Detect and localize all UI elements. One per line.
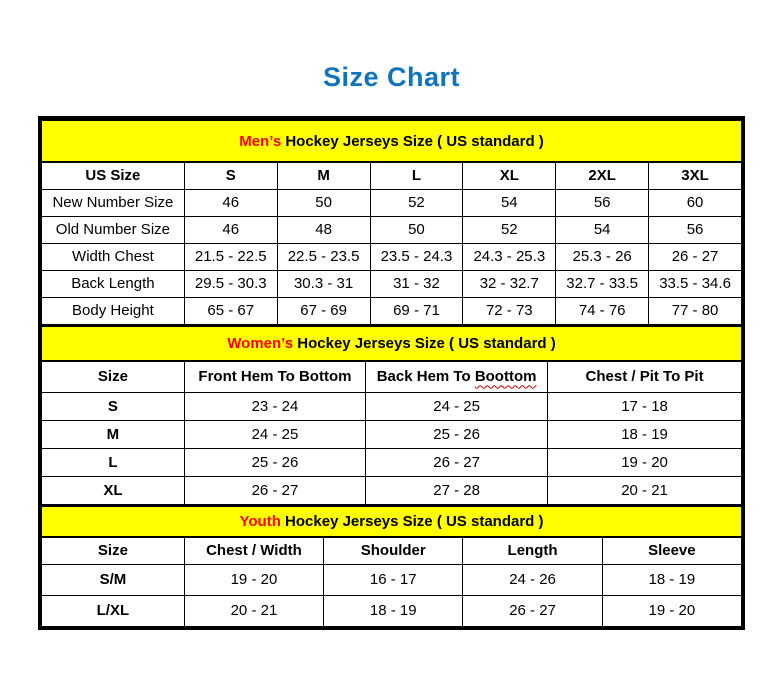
data-cell: 24 - 25 xyxy=(366,393,548,421)
row-label: M xyxy=(42,421,185,449)
data-cell: 19 - 20 xyxy=(548,449,742,477)
data-cell: 60 xyxy=(649,189,742,216)
data-cell: 29.5 - 30.3 xyxy=(184,270,277,297)
column-header: 2XL xyxy=(556,162,649,189)
youth-size-table xyxy=(41,505,742,627)
column-header: Chest / Pit To Pit xyxy=(548,361,742,393)
section-title-highlight: Women’s xyxy=(227,334,294,352)
section-title-text: Hockey Jerseys Size ( US standard ) xyxy=(293,334,556,352)
data-cell: 25 - 26 xyxy=(184,449,365,477)
column-header: Chest / Width xyxy=(184,537,323,564)
column-header: Front Hem To Bottom xyxy=(184,361,365,393)
table-row xyxy=(42,216,742,243)
table-row xyxy=(42,449,742,477)
column-header: XL xyxy=(463,162,556,189)
data-cell: 23 - 24 xyxy=(184,393,365,421)
section-title-text: Hockey Jerseys Size ( US standard ) xyxy=(280,513,544,530)
data-cell: 18 - 19 xyxy=(324,595,463,626)
column-header: L xyxy=(370,162,463,189)
size-chart xyxy=(38,116,745,630)
data-cell: 46 xyxy=(184,189,277,216)
row-label: Old Number Size xyxy=(42,216,185,243)
data-cell: 23.5 - 24.3 xyxy=(370,243,463,270)
data-cell: 52 xyxy=(370,189,463,216)
data-cell: 33.5 - 34.6 xyxy=(649,270,742,297)
data-cell: 30.3 - 31 xyxy=(277,270,370,297)
data-cell: 18 - 19 xyxy=(548,421,742,449)
table-row xyxy=(42,243,742,270)
table-row xyxy=(42,477,742,505)
column-header-text: Back Hem To xyxy=(376,368,475,386)
data-cell: 52 xyxy=(463,216,556,243)
data-cell: 32.7 - 33.5 xyxy=(556,270,649,297)
data-cell: 27 - 28 xyxy=(366,477,548,505)
table-row xyxy=(42,297,742,324)
data-cell: 20 - 21 xyxy=(184,595,323,626)
data-cell: 19 - 20 xyxy=(602,595,741,626)
data-cell: 17 - 18 xyxy=(548,393,742,421)
data-cell: 26 - 27 xyxy=(184,477,365,505)
data-cell: 50 xyxy=(277,189,370,216)
column-header: Shoulder xyxy=(324,537,463,564)
data-cell: 32 - 32.7 xyxy=(463,270,556,297)
section-title xyxy=(42,506,742,537)
column-header: US Size xyxy=(42,162,185,189)
row-label: Width Chest xyxy=(42,243,185,270)
data-cell: 24 - 25 xyxy=(184,421,365,449)
column-header: Size xyxy=(42,361,185,393)
column-header: 3XL xyxy=(649,162,742,189)
data-cell: 56 xyxy=(649,216,742,243)
table-row xyxy=(42,564,742,595)
column-header: S xyxy=(184,162,277,189)
data-cell: 54 xyxy=(556,216,649,243)
section-title-highlight: Youth xyxy=(239,513,281,530)
section-title xyxy=(42,326,742,361)
row-label: S xyxy=(42,393,185,421)
data-cell: 46 xyxy=(184,216,277,243)
data-cell: 77 - 80 xyxy=(649,297,742,324)
data-cell: 31 - 32 xyxy=(370,270,463,297)
data-cell: 72 - 73 xyxy=(463,297,556,324)
womens-size-table xyxy=(41,325,742,506)
column-header: Length xyxy=(463,537,602,564)
data-cell: 56 xyxy=(556,189,649,216)
row-label: L/XL xyxy=(42,595,185,626)
section-title-highlight: Men’s xyxy=(239,132,282,150)
row-label: New Number Size xyxy=(42,189,185,216)
row-label: L xyxy=(42,449,185,477)
column-header: Sleeve xyxy=(602,537,741,564)
data-cell: 25.3 - 26 xyxy=(556,243,649,270)
table-row xyxy=(42,189,742,216)
data-cell: 26 - 27 xyxy=(649,243,742,270)
data-cell: 25 - 26 xyxy=(366,421,548,449)
data-cell: 54 xyxy=(463,189,556,216)
data-cell: 24.3 - 25.3 xyxy=(463,243,556,270)
section-title xyxy=(42,120,742,162)
data-cell: 21.5 - 22.5 xyxy=(184,243,277,270)
data-cell: 50 xyxy=(370,216,463,243)
data-cell: 65 - 67 xyxy=(184,297,277,324)
data-cell: 48 xyxy=(277,216,370,243)
data-cell: 69 - 71 xyxy=(370,297,463,324)
data-cell: 67 - 69 xyxy=(277,297,370,324)
data-cell: 24 - 26 xyxy=(463,564,602,595)
data-cell: 19 - 20 xyxy=(184,564,323,595)
row-label: XL xyxy=(42,477,185,505)
data-cell: 16 - 17 xyxy=(324,564,463,595)
data-cell: 20 - 21 xyxy=(548,477,742,505)
row-label: Body Height xyxy=(42,297,185,324)
table-row xyxy=(42,270,742,297)
section-title-text: Hockey Jerseys Size ( US standard ) xyxy=(281,132,544,150)
data-cell: 18 - 19 xyxy=(602,564,741,595)
column-header: M xyxy=(277,162,370,189)
column-header: Size xyxy=(42,537,185,564)
page-title: Size Chart xyxy=(322,62,461,92)
table-row xyxy=(42,393,742,421)
row-label: Back Length xyxy=(42,270,185,297)
data-cell: 74 - 76 xyxy=(556,297,649,324)
misspelled-word: Boottom xyxy=(474,368,537,386)
row-label: S/M xyxy=(42,564,185,595)
data-cell: 22.5 - 23.5 xyxy=(277,243,370,270)
table-row xyxy=(42,595,742,626)
data-cell: 26 - 27 xyxy=(463,595,602,626)
mens-size-table xyxy=(41,119,742,325)
data-cell: 26 - 27 xyxy=(366,449,548,477)
table-row xyxy=(42,421,742,449)
column-header xyxy=(366,361,548,393)
